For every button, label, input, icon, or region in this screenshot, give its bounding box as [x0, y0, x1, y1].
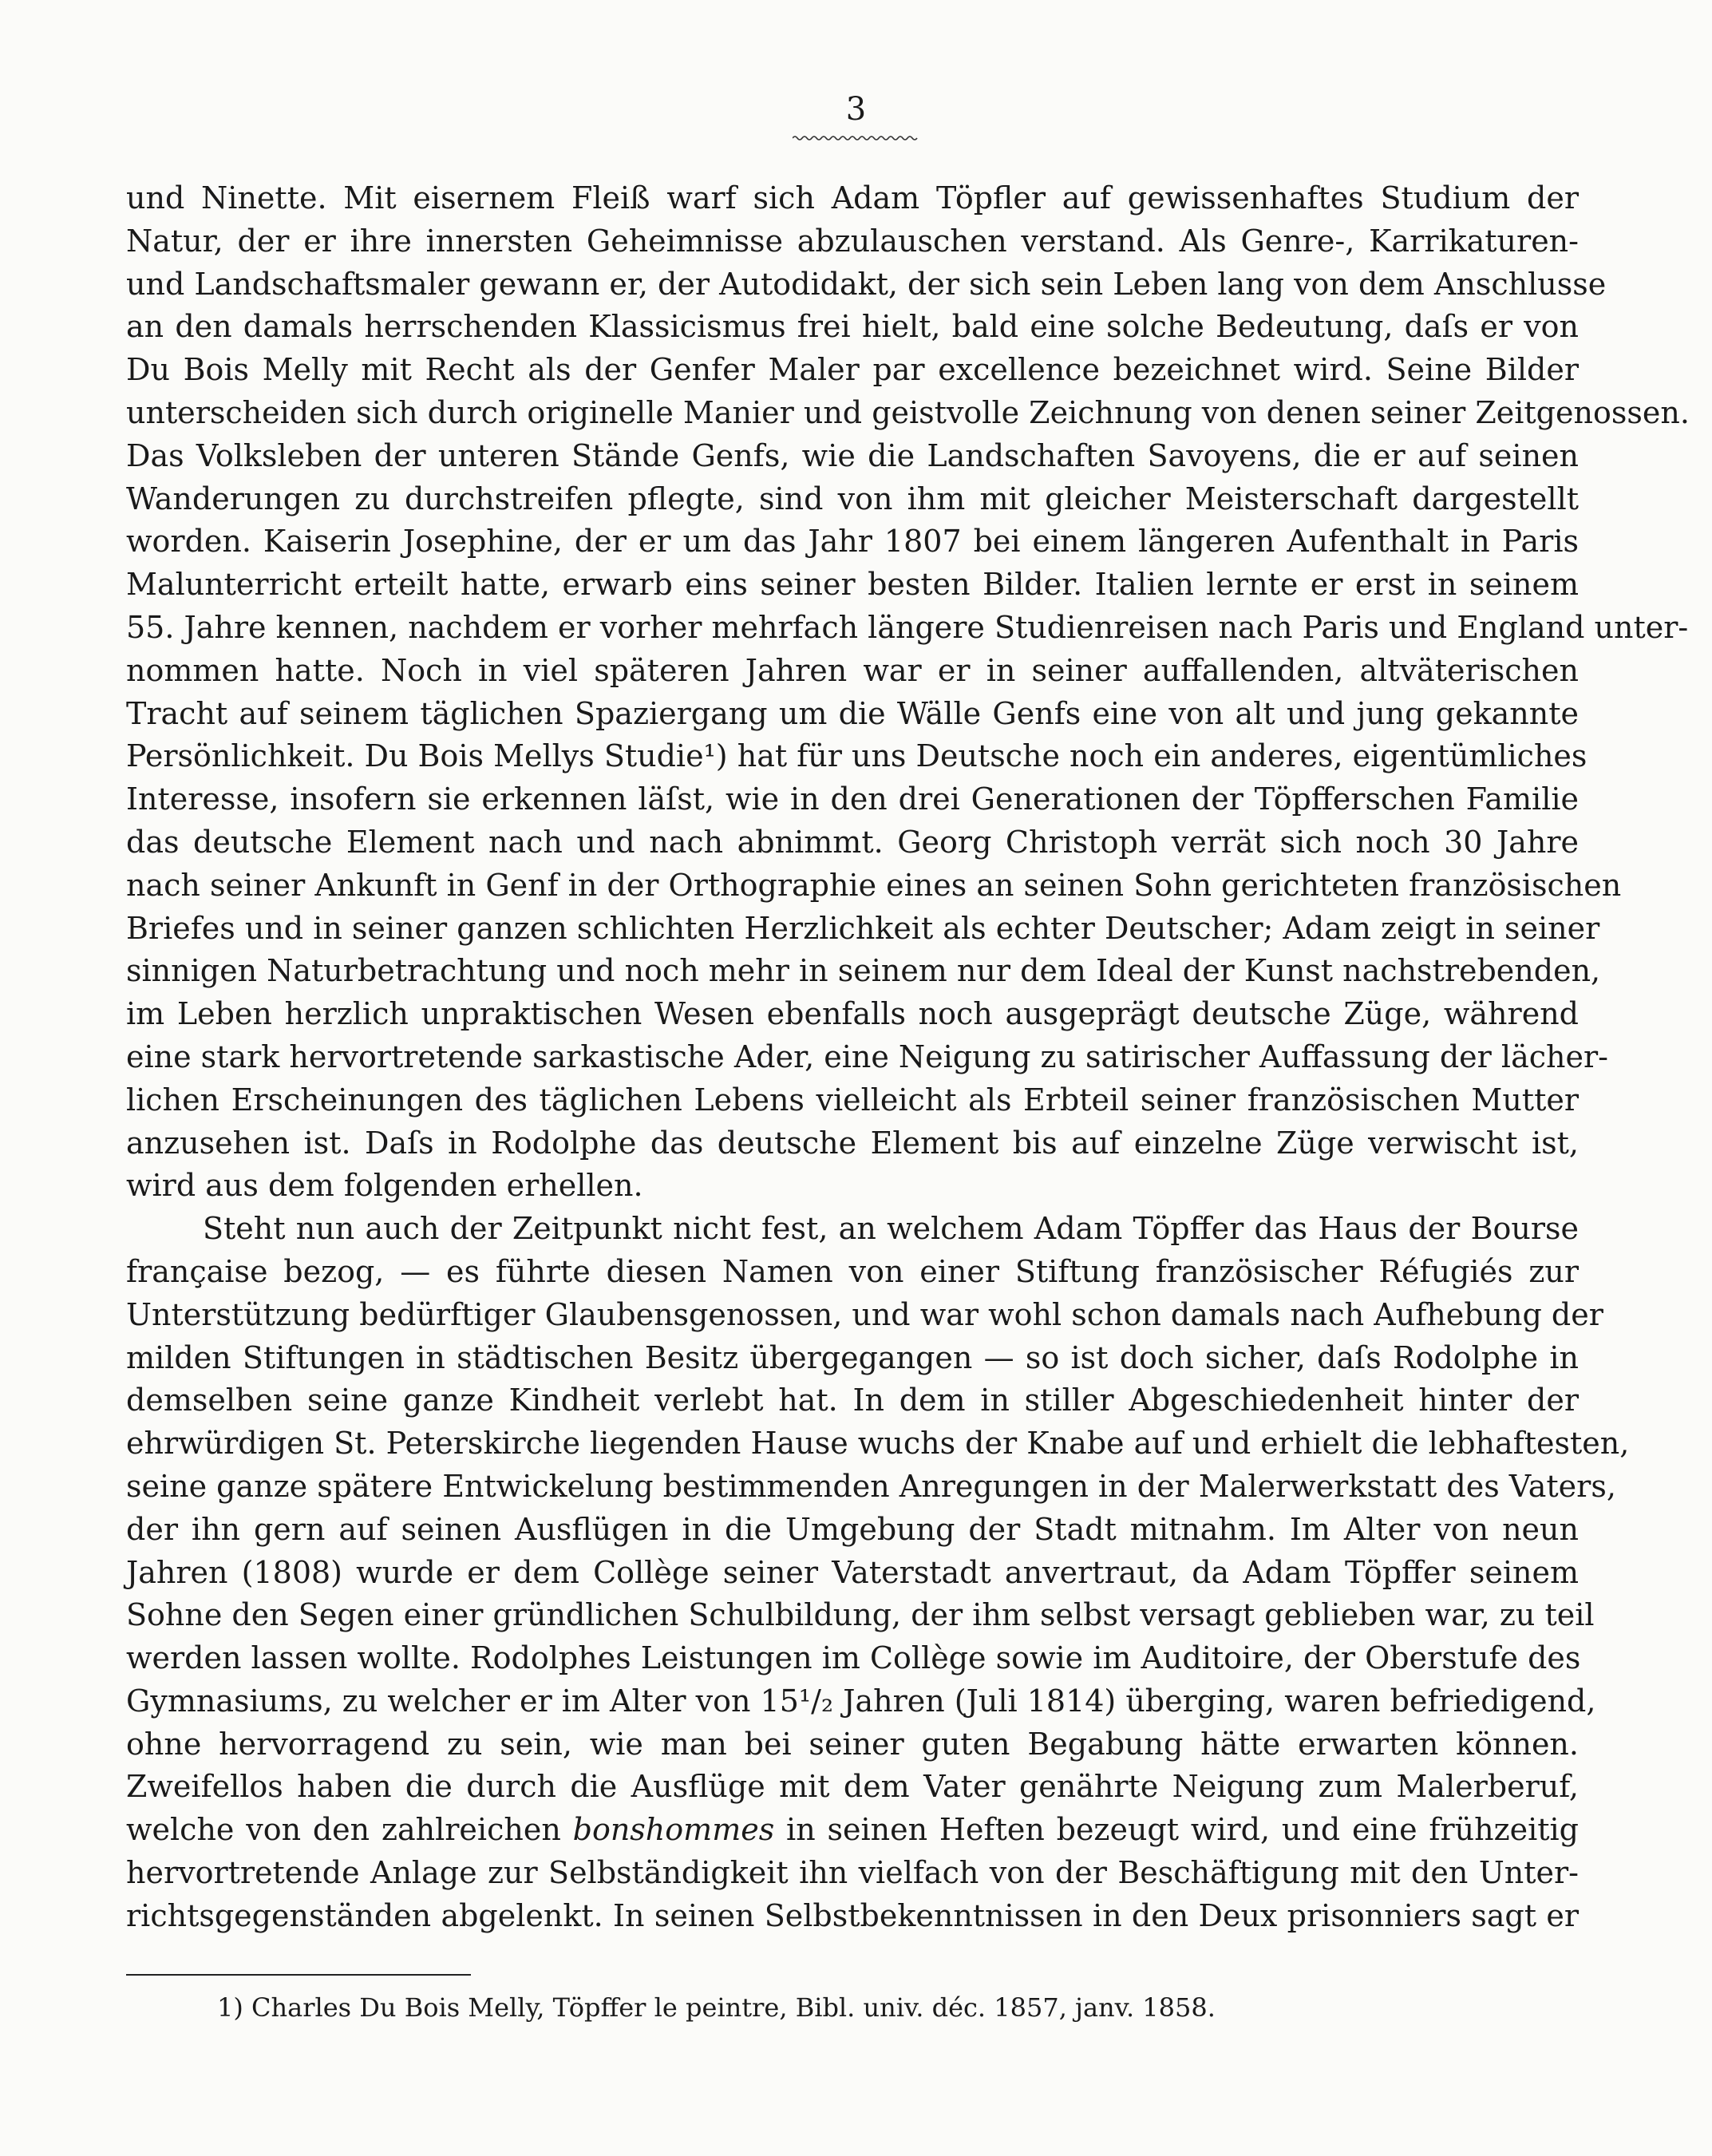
text-line: Persönlichkeit. Du Bois Mellys Studie¹) hat für uns Deutsche noch ein anderes, eigentümliches — [126, 738, 1587, 774]
text-line: Natur, der er ihre innersten Geheimnisse abzulauschen verstand. Als Genre-, Karrikaturen- — [126, 223, 1579, 259]
italic-term: bonshommes — [572, 1812, 775, 1848]
text-line: wird aus dem folgenden erhellen. — [126, 1168, 643, 1204]
text-line: lichen Erscheinungen des täglichen Lebens vielleicht als Erbteil seiner französischen Mutter — [126, 1082, 1579, 1118]
text-line: worden. Kaiserin Josephine, der er um das Jahr 1807 bei einem längeren Aufenthalt in Paris — [126, 524, 1579, 560]
footnote-marker: 1) — [217, 1992, 243, 2023]
text-line: ohne hervorragend zu sein, wie man bei seiner guten Begabung hätte erwarten können. — [126, 1726, 1579, 1762]
text-line — [126, 1809, 1579, 1852]
text-line: demselben seine ganze Kindheit verlebt hat. In dem in stiller Abgeschiedenheit hinter der — [126, 1383, 1579, 1418]
text-line: Sohne den Segen einer gründlichen Schulbildung, der ihm selbst versagt geblieben war, zu teil — [126, 1597, 1595, 1633]
footnote-divider — [126, 1974, 471, 1976]
text-line: richtsgegenständen abgelenkt. In seinen Selbstbekenntnissen in den Deux prisonniers sagt er — [126, 1897, 1579, 1933]
text-line: unterscheiden sich durch originelle Manier und geistvolle Zeichnung von denen seiner Zeitgenossen. — [126, 394, 1690, 430]
text-line: und Ninette. Mit eisernem Fleiß warf sich Adam Töpfler auf gewissenhaftes Studium der — [126, 180, 1579, 216]
text-line: nommen hatte. Noch in viel späteren Jahren war er in seiner auffallenden, altväterischen — [126, 652, 1579, 688]
text-line: Zweifellos haben die durch die Ausflüge mit dem Vater genährte Neigung zum Malerberuf, — [126, 1769, 1579, 1805]
text-line: Jahren (1808) wurde er dem Collège seiner Vaterstadt anvertraut, da Adam Töpffer seinem — [126, 1554, 1579, 1590]
text-line: Briefes und in seiner ganzen schlichten Herzlichkeit als echter Deutscher; Adam zeigt in seiner — [126, 910, 1600, 946]
text-line: das deutsche Element nach und nach abnimmt. Georg Christoph verrät sich noch 30 Jahre — [126, 824, 1579, 860]
text-line: hervortretende Anlage zur Selbständigkeit ihn vielfach von der Beschäftigung mit den Unter- — [126, 1855, 1579, 1891]
text-line: Interesse, insofern sie erkennen läſst, wie in den drei Generationen der Töpfferschen Familie — [126, 781, 1579, 817]
text-line: Das Volksleben der unteren Stände Genfs, wie die Landschaften Savoyens, die er auf seinen — [126, 437, 1579, 473]
text-segment: in seinen Heften bezeugt wird, und eine frühzeitig — [786, 1812, 1579, 1848]
text-line: française bezog, — es führte diesen Namen von einer Stiftung französischer Réfugiés zur — [126, 1253, 1579, 1289]
text-line: ehrwürdigen St. Peterskirche liegenden Hause wuchs der Knabe auf und erhielt die lebhaftesten, — [126, 1426, 1630, 1462]
footnote — [217, 1991, 1216, 2024]
text-line: Unterstützung bedürftiger Glaubensgenossen, und war wohl schon damals nach Aufhebung der — [126, 1296, 1603, 1332]
text-line: eine stark hervortretende sarkastische Ader, eine Neigung zu satirischer Auffassung der lächer- — [126, 1038, 1608, 1074]
text-line: nach seiner Ankunft in Genf in der Orthographie eines an seinen Sohn gerichteten französischen — [126, 867, 1622, 903]
text-line: Wanderungen zu durchstreifen pflegte, sind von ihm mit gleicher Meisterschaft dargestellt — [126, 481, 1579, 516]
text-line: und Landschaftsmaler gewann er, der Autodidakt, der sich sein Leben lang von dem Anschlusse — [126, 266, 1607, 302]
text-line: der ihn gern auf seinen Ausflügen in die Umgebung der Stadt mitnahm. Im Alter von neun — [126, 1511, 1579, 1547]
paragraph-start-line: Steht nun auch der Zeitpunkt nicht fest, an welchem Adam Töpffer das Haus der Bourse — [203, 1211, 1579, 1247]
body-text — [126, 177, 1690, 1938]
text-line: werden lassen wollte. Rodolphes Leistungen im Collège sowie im Auditoire, der Oberstufe des — [126, 1640, 1581, 1676]
text-line: 55. Jahre kennen, nachdem er vorher mehrfach längere Studienreisen nach Paris und England unter- — [126, 609, 1689, 645]
footnote-text: Charles Du Bois Melly, Töpffer le peintre, Bibl. univ. déc. 1857, janv. 1858. — [251, 1992, 1216, 2023]
text-line: an den damals herrschenden Klassicismus frei hielt, bald eine solche Bedeutung, daſs er von — [126, 309, 1579, 345]
wavy-rule-icon — [793, 134, 919, 142]
text-line: Malunterricht erteilt hatte, erwarb eins seiner besten Bilder. Italien lernte er erst in seinem — [126, 567, 1579, 603]
text-line: Du Bois Melly mit Recht als der Genfer Maler par excellence bezeichnet wird. Seine Bilder — [126, 352, 1579, 388]
text-line: Tracht auf seinem täglichen Spaziergang um die Wälle Genfs eine von alt und jung gekannte — [126, 695, 1579, 731]
text-line: anzusehen ist. Daſs in Rodolphe das deutsche Element bis auf einzelne Züge verwischt ist, — [126, 1125, 1579, 1161]
text-line: milden Stiftungen in städtischen Besitz übergegangen — so ist doch sicher, daſs Rodolphe in — [126, 1339, 1579, 1375]
text-line: sinnigen Naturbetrachtung und noch mehr in seinem nur dem Ideal der Kunst nachstrebenden, — [126, 953, 1601, 989]
text-line: im Leben herzlich unpraktischen Wesen ebenfalls noch ausgeprägt deutsche Züge, während — [126, 996, 1579, 1032]
text-segment: welche von den zahlreichen — [126, 1812, 561, 1848]
text-line: Gymnasiums, zu welcher er im Alter von 15¹/₂ Jahren (Juli 1814) überging, waren befriedigend, — [126, 1683, 1596, 1719]
text-line: seine ganze spätere Entwickelung bestimmenden Anregungen in der Malerwerkstatt des Vaters, — [126, 1468, 1616, 1504]
page-number: 3 — [845, 91, 867, 128]
